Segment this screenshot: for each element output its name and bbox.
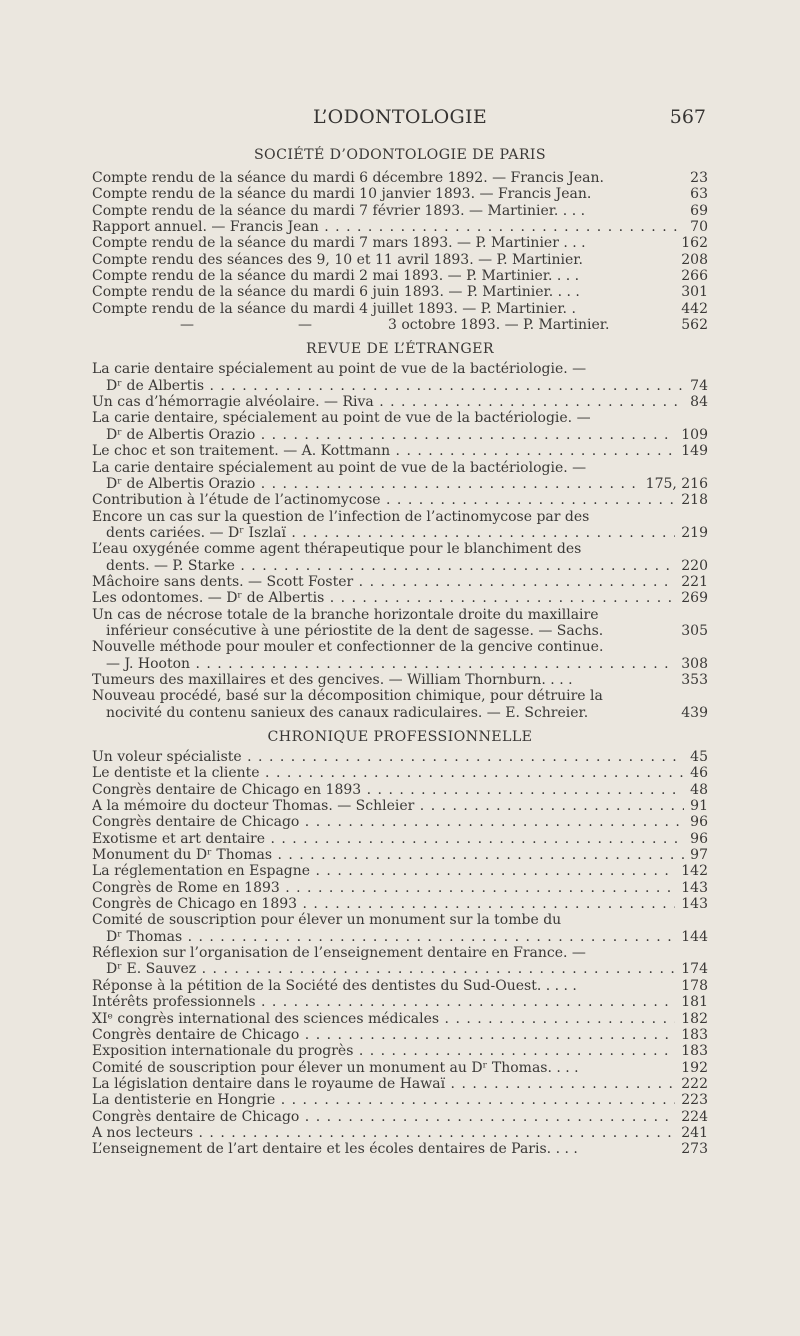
toc-entry bbox=[92, 607, 708, 623]
toc-entry bbox=[92, 170, 708, 186]
entry-text: Rapport annuel. — Francis Jean . . . bbox=[92, 219, 708, 235]
entry-page: 70 bbox=[684, 219, 708, 235]
entry-page: 63 bbox=[684, 186, 708, 202]
toc-entry bbox=[92, 460, 708, 476]
toc-entry bbox=[92, 541, 708, 557]
running-head bbox=[92, 106, 708, 130]
entry-text: Encore un cas sur la question de l’infection de l’actinomycose par des bbox=[92, 508, 590, 525]
toc-entry bbox=[92, 301, 708, 317]
entry-page: 241 bbox=[675, 1125, 708, 1141]
entry-text: Congrès dentaire de Chicago . . . bbox=[92, 1109, 708, 1125]
toc-entry bbox=[92, 847, 708, 863]
entry-page: 222 bbox=[675, 1076, 708, 1092]
entry-page: 208 bbox=[675, 252, 708, 268]
entry-text: Mâchoire sans dents. — Scott Foster . . . bbox=[92, 574, 708, 590]
toc-entry bbox=[92, 831, 708, 847]
entry-text: nocivité du contenu sanieux des canaux radiculaires. — E. Schreier. bbox=[106, 704, 589, 721]
entry-text: La réglementation en Espagne . . . bbox=[92, 863, 708, 879]
entry-text: Nouveau procédé, basé sur la décomposition chimique, pour détruire la bbox=[92, 688, 603, 705]
entry-text: Dʳ de Albertis Orazio . . . bbox=[106, 427, 708, 443]
entry-page: 97 bbox=[684, 847, 708, 863]
entry-text: dents cariées. — Dʳ Iszlaï . . . bbox=[106, 525, 708, 541]
entry-text: Congrès dentaire de Chicago . . . bbox=[92, 1027, 708, 1043]
entry-page: 174 bbox=[675, 961, 708, 977]
entry-page: 439 bbox=[675, 705, 708, 721]
entry-text: Compte rendu de la séance du mardi 10 janvier 1893. — Francis Jean. bbox=[92, 186, 592, 203]
toc-entry bbox=[92, 203, 708, 219]
toc-entry bbox=[92, 1060, 708, 1076]
entry-page: 192 bbox=[675, 1060, 708, 1076]
entry-page: 45 bbox=[684, 749, 708, 765]
toc-entry bbox=[92, 798, 708, 814]
toc-entry bbox=[92, 1141, 708, 1157]
entry-page: 218 bbox=[675, 492, 708, 508]
entry-page: 84 bbox=[684, 394, 708, 410]
entry-text: inférieur consécutive à une périostite de la dent de sagesse. — Sachs. bbox=[106, 622, 604, 639]
toc-entry bbox=[92, 219, 708, 235]
entry-page: 142 bbox=[675, 863, 708, 879]
entry-text: Compte rendu de la séance du mardi 6 décembre 1892. — Francis Jean. bbox=[92, 170, 604, 186]
ditto-mark: — bbox=[298, 317, 312, 334]
entry-text: Réponse à la pétition de la Société des dentistes du Sud-Ouest. . . . . bbox=[92, 977, 577, 994]
toc-entry bbox=[92, 1043, 708, 1059]
entry-text: Comité de souscription pour élever un monument au Dʳ Thomas. . . . bbox=[92, 1059, 579, 1076]
entry-page: 305 bbox=[675, 623, 708, 639]
entry-text: La carie dentaire spécialement au point de vue de la bactériologie. — bbox=[92, 361, 587, 378]
entry-text: Les odontomes. — Dʳ de Albertis . . . bbox=[92, 590, 708, 606]
entry-text: Un voleur spécialiste . . . bbox=[92, 749, 708, 765]
entry-text: La carie dentaire, spécialement au point de vue de la bactériologie. — bbox=[92, 410, 591, 427]
toc-entry bbox=[92, 656, 708, 672]
entry-page: 143 bbox=[675, 896, 708, 912]
entry-page: 182 bbox=[675, 1011, 708, 1027]
entry-page: 162 bbox=[675, 235, 708, 251]
entry-page: 442 bbox=[675, 301, 708, 317]
entry-text: Tumeurs des maxillaires et des gencives. — William Thornburn. . . . bbox=[92, 671, 573, 688]
entry-text: Exposition internationale du progrès . . . bbox=[92, 1043, 708, 1059]
toc-entry bbox=[92, 749, 708, 765]
entry-text: Monument du Dʳ Thomas . . . bbox=[92, 847, 708, 863]
toc-entry bbox=[92, 410, 708, 426]
entry-page: 220 bbox=[675, 558, 708, 574]
entry-text: Exotisme et art dentaire . . . bbox=[92, 831, 708, 847]
entry-page: 269 bbox=[675, 590, 708, 606]
entry-text: Compte rendu de la séance du mardi 7 février 1893. — Martinier. . . . bbox=[92, 202, 586, 219]
entry-text: Réflexion sur l’organisation de l’enseignement dentaire en France. — bbox=[92, 945, 586, 962]
toc-entry bbox=[92, 235, 708, 251]
entry-text: Compte rendu de la séance du mardi 6 juin 1893. — P. Martinier. . . . bbox=[92, 284, 580, 301]
toc-entry bbox=[92, 361, 708, 377]
entry-page: 308 bbox=[675, 656, 708, 672]
entry-text: Dʳ Thomas . . . bbox=[106, 929, 708, 945]
entry-page: 224 bbox=[675, 1109, 708, 1125]
entry-text: Congrès dentaire de Chicago . . . bbox=[92, 814, 708, 830]
toc-entry bbox=[92, 623, 708, 639]
toc-entry bbox=[92, 765, 708, 781]
entry-text: Le choc et son traitement. — A. Kottmann . . . bbox=[92, 443, 708, 459]
entry-page: 266 bbox=[675, 268, 708, 284]
entry-text: Compte rendu de la séance du mardi 4 juillet 1893. — P. Martinier. . bbox=[92, 300, 576, 317]
toc-entry bbox=[92, 558, 708, 574]
entry-text: A nos lecteurs . . . bbox=[92, 1125, 708, 1141]
entry-page: 109 bbox=[675, 427, 708, 443]
toc-entry bbox=[92, 782, 708, 798]
entry-text: Congrès dentaire de Chicago en 1893 . . . bbox=[92, 782, 708, 798]
toc-entry bbox=[92, 509, 708, 525]
toc-entry bbox=[92, 525, 708, 541]
entry-text: Intérêts professionnels . . . bbox=[92, 994, 708, 1010]
toc-entry bbox=[92, 1125, 708, 1141]
entry-page: 301 bbox=[675, 284, 708, 300]
entry-page: 149 bbox=[675, 443, 708, 459]
toc-entry bbox=[92, 394, 708, 410]
toc-entry bbox=[92, 1011, 708, 1027]
toc-entry bbox=[92, 252, 708, 268]
toc-entry bbox=[92, 912, 708, 928]
entry-text: Un cas de nécrose totale de la branche horizontale droite du maxillaire bbox=[92, 606, 599, 623]
entry-page: 144 bbox=[675, 929, 708, 945]
entry-text: Comité de souscription pour élever un monument sur la tombe du bbox=[92, 912, 562, 929]
section-title: SOCIÉTÉ D’ODONTOLOGIE DE PARIS bbox=[253, 147, 547, 163]
entry-text: La carie dentaire spécialement au point de vue de la bactériologie. — bbox=[92, 459, 587, 476]
entry-page: 143 bbox=[675, 880, 708, 896]
toc-entry bbox=[92, 945, 708, 961]
entry-text: La législation dentaire dans le royaume de Hawaï . . . bbox=[92, 1076, 708, 1092]
entry-page: 46 bbox=[684, 765, 708, 781]
entry-text: Le dentiste et la cliente . . . bbox=[92, 765, 708, 781]
toc-entry bbox=[92, 574, 708, 590]
entry-text: Compte rendu des séances des 9, 10 et 11 avril 1893. — P. Martinier. bbox=[92, 251, 583, 268]
toc-entry bbox=[92, 639, 708, 655]
entry-text: Compte rendu de la séance du mardi 2 mai 1893. — P. Martinier. . . . bbox=[92, 268, 580, 285]
toc-entry bbox=[92, 378, 708, 394]
entry-text: Contribution à l’étude de l’actinomycose . . . bbox=[92, 492, 708, 508]
entry-text: Dʳ de Albertis . . . bbox=[106, 378, 708, 394]
toc-entry bbox=[92, 896, 708, 912]
journal-title: L’ODONTOLOGIE bbox=[312, 106, 487, 128]
entry-page: 219 bbox=[675, 525, 708, 541]
toc-entry bbox=[92, 427, 708, 443]
toc-entry bbox=[92, 268, 708, 284]
toc-entry bbox=[92, 1109, 708, 1125]
entry-page: 562 bbox=[675, 317, 708, 333]
toc-entry bbox=[92, 705, 708, 721]
entry-text: Congrès de Chicago en 1893 . . . bbox=[92, 896, 708, 912]
entry-text: Congrès de Rome en 1893 . . . bbox=[92, 880, 708, 896]
toc-entry bbox=[92, 994, 708, 1010]
entry-text: dents. — P. Starke . . . bbox=[106, 558, 708, 574]
toc-entry bbox=[92, 284, 708, 300]
entry-page: 221 bbox=[675, 574, 708, 590]
section-title: CHRONIQUE PROFESSIONNELLE bbox=[267, 729, 533, 745]
entry-text: La dentisterie en Hongrie . . . bbox=[92, 1092, 708, 1108]
ditto-mark: — bbox=[180, 317, 194, 334]
toc-entry bbox=[92, 929, 708, 945]
entry-page: 178 bbox=[675, 978, 708, 994]
toc-entry bbox=[92, 1076, 708, 1092]
entry-text: Compte rendu de la séance du mardi 7 mars 1893. — P. Martinier . . . bbox=[92, 235, 586, 252]
toc-entry bbox=[92, 1027, 708, 1043]
page-number: 567 bbox=[669, 106, 706, 128]
toc-entry bbox=[92, 978, 708, 994]
toc-entry bbox=[92, 1092, 708, 1108]
entry-page: 48 bbox=[684, 782, 708, 798]
table-of-contents bbox=[92, 146, 708, 1158]
entry-page: 175, 216 bbox=[640, 476, 708, 492]
ditto-mark: 3 octobre 1893. — P. Martinier. bbox=[388, 317, 610, 334]
entry-text: L’enseignement de l’art dentaire et les écoles dentaires de Paris. . . . bbox=[92, 1141, 578, 1158]
toc-entry bbox=[92, 476, 708, 492]
entry-page: 74 bbox=[684, 378, 708, 394]
toc-entry bbox=[92, 186, 708, 202]
toc-entry bbox=[92, 863, 708, 879]
entry-page: 273 bbox=[675, 1141, 708, 1157]
entry-page: 183 bbox=[675, 1027, 708, 1043]
entry-text: Nouvelle méthode pour mouler et confectionner de la gencive continue. bbox=[92, 639, 604, 656]
entry-text: Dʳ de Albertis Orazio . . . bbox=[106, 476, 708, 492]
entry-page: 183 bbox=[675, 1043, 708, 1059]
entry-page: 23 bbox=[684, 170, 708, 186]
toc-entry bbox=[92, 880, 708, 896]
toc-entry bbox=[92, 814, 708, 830]
toc-entry bbox=[92, 961, 708, 977]
entry-page: 91 bbox=[684, 798, 708, 814]
entry-page: 223 bbox=[675, 1092, 708, 1108]
toc-entry bbox=[92, 590, 708, 606]
toc-entry bbox=[92, 688, 708, 704]
entry-page: 96 bbox=[684, 814, 708, 830]
entry-page: 96 bbox=[684, 831, 708, 847]
entry-page: 69 bbox=[684, 203, 708, 219]
entry-text: A la mémoire du docteur Thomas. — Schleier . . . bbox=[92, 798, 708, 814]
toc-entry bbox=[92, 672, 708, 688]
entry-text: — J. Hooton . . . bbox=[106, 656, 708, 672]
toc-entry bbox=[92, 443, 708, 459]
entry-text: Un cas d’hémorragie alvéolaire. — Riva . . . bbox=[92, 394, 708, 410]
entry-text: Dʳ E. Sauvez . . . bbox=[106, 961, 708, 977]
toc-entry bbox=[92, 317, 708, 333]
toc-entry bbox=[92, 492, 708, 508]
entry-page: 181 bbox=[675, 994, 708, 1010]
entry-text: XIᵉ congrès international des sciences médicales . . . bbox=[92, 1011, 708, 1027]
entry-page: 353 bbox=[675, 672, 708, 688]
entry-text: L’eau oxygénée comme agent thérapeutique pour le blanchiment des bbox=[92, 541, 582, 558]
section-title: REVUE DE L’ÉTRANGER bbox=[305, 341, 494, 358]
